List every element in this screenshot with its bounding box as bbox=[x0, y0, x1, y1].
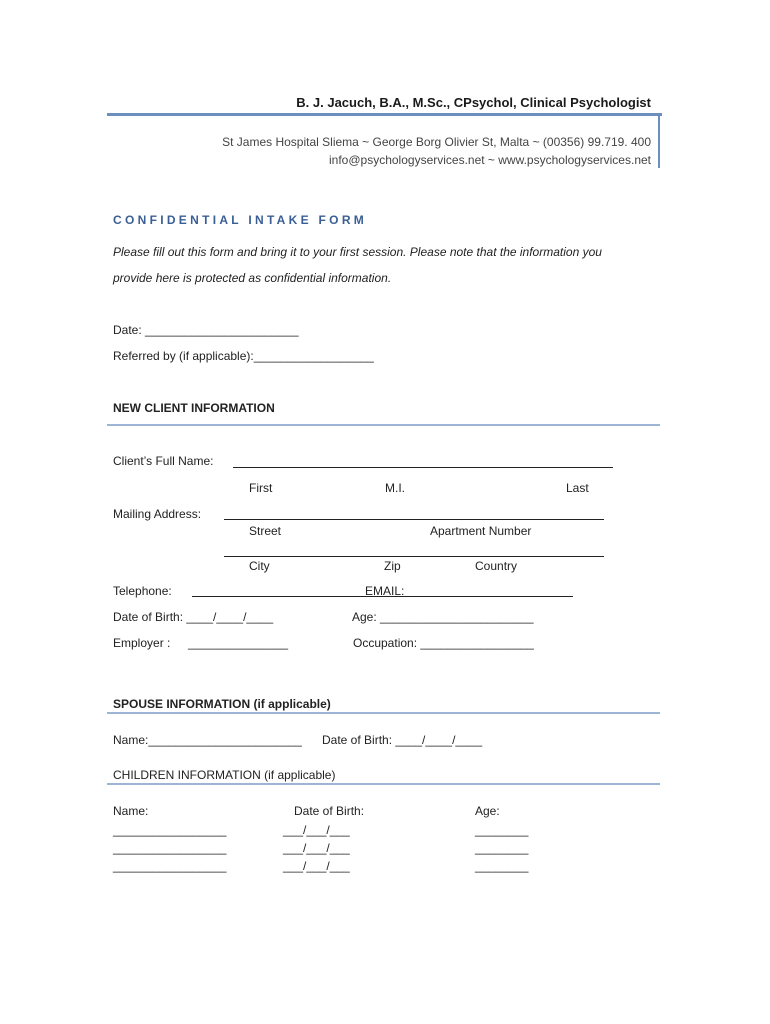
street-input[interactable] bbox=[224, 519, 604, 520]
middle-initial-caption: M.I. bbox=[385, 481, 405, 495]
child-dob-input[interactable]: ___/___/___ bbox=[283, 859, 350, 873]
email-label: EMAIL: bbox=[365, 584, 405, 598]
spouse-heading: SPOUSE INFORMATION (if applicable) bbox=[113, 697, 331, 711]
age-field[interactable]: Age: _______________________ bbox=[352, 610, 534, 624]
employer-label: Employer : bbox=[113, 636, 171, 650]
child-age-input[interactable]: ________ bbox=[475, 823, 529, 837]
intro-line-1: Please fill out this form and bring it to your first session. Please note that the information you bbox=[113, 245, 602, 259]
telephone-label: Telephone: bbox=[113, 584, 172, 598]
section-rule bbox=[107, 712, 660, 714]
occupation-field[interactable]: Occupation: _________________ bbox=[353, 636, 534, 650]
referred-by-field[interactable]: Referred by (if applicable):__________________ bbox=[113, 349, 374, 363]
child-name-input[interactable]: _________________ bbox=[113, 859, 227, 873]
practitioner-name: B. J. Jacuch, B.A., M.Sc., CPsychol, Clinical Psychologist bbox=[296, 95, 651, 110]
child-age-input[interactable]: ________ bbox=[475, 841, 529, 855]
first-name-caption: First bbox=[249, 481, 273, 495]
country-caption: Country bbox=[475, 559, 518, 573]
city-caption: City bbox=[249, 559, 270, 573]
header-rule bbox=[107, 113, 662, 116]
children-name-header: Name: bbox=[113, 804, 149, 818]
children-heading: CHILDREN INFORMATION (if applicable) bbox=[113, 768, 336, 782]
section-rule bbox=[107, 424, 660, 426]
mailing-address-label: Mailing Address: bbox=[113, 507, 202, 521]
address-line: St James Hospital Sliema ~ George Borg Olivier St, Malta ~ (00356) 99.719. 400 bbox=[222, 135, 651, 149]
form-title: CONFIDENTIAL INTAKE FORM bbox=[113, 213, 368, 227]
web-contact-line: info@psychologyservices.net ~ www.psychologyservices.net bbox=[329, 153, 651, 167]
apartment-caption: Apartment Number bbox=[430, 524, 532, 538]
child-dob-input[interactable]: ___/___/___ bbox=[283, 841, 350, 855]
last-name-caption: Last bbox=[566, 481, 589, 495]
children-dob-header: Date of Birth: bbox=[294, 804, 365, 818]
section-rule bbox=[107, 783, 660, 785]
spouse-name-field[interactable]: Name:_______________________ bbox=[113, 733, 302, 747]
spouse-dob-field[interactable]: Date of Birth: ____/____/____ bbox=[322, 733, 483, 747]
children-age-header: Age: bbox=[475, 804, 500, 818]
intro-line-2: provide here is protected as confidential information. bbox=[113, 271, 392, 285]
full-name-input[interactable] bbox=[233, 467, 613, 468]
date-field[interactable]: Date: _______________________ bbox=[113, 323, 299, 337]
zip-caption: Zip bbox=[384, 559, 401, 573]
child-name-input[interactable]: _________________ bbox=[113, 823, 227, 837]
new-client-heading: NEW CLIENT INFORMATION bbox=[113, 401, 275, 415]
date-of-birth-field[interactable]: Date of Birth: ____/____/____ bbox=[113, 610, 274, 624]
child-dob-input[interactable]: ___/___/___ bbox=[283, 823, 350, 837]
child-name-input[interactable]: _________________ bbox=[113, 841, 227, 855]
header-side-rule bbox=[658, 116, 660, 168]
city-zip-country-input[interactable] bbox=[224, 556, 604, 557]
full-name-label: Client’s Full Name: bbox=[113, 454, 214, 468]
employer-input[interactable]: _______________ bbox=[188, 636, 289, 650]
child-age-input[interactable]: ________ bbox=[475, 859, 529, 873]
street-caption: Street bbox=[249, 524, 282, 538]
